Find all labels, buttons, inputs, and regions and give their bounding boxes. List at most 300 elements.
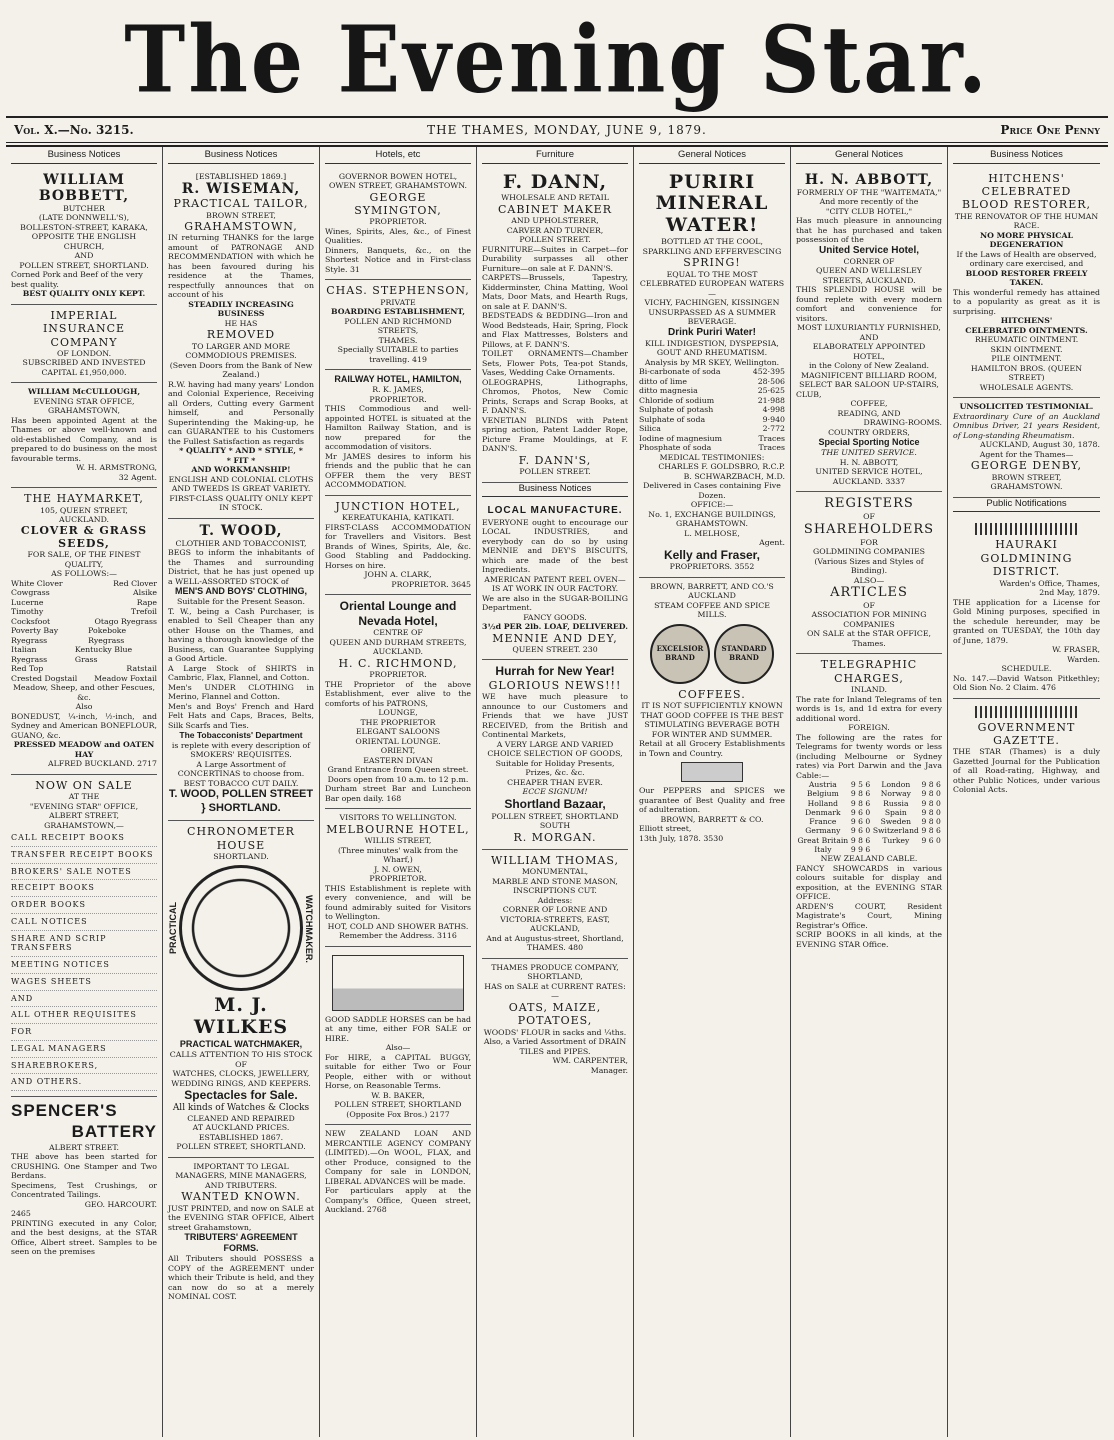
rates-cell: Italy: [814, 844, 832, 854]
ad-line: W. B. BAKER,: [371, 1090, 425, 1100]
ad-line: CHEAPER THAN EVER.: [507, 777, 603, 787]
ad-line: POLLEN STREET, SHORTLAND: [334, 1100, 462, 1110]
seed-row: [11, 617, 157, 627]
ad-body: THIS Commodious and well-appointed HOTEL is situated at the Hamilton Railway Station, and is now prepared for the accommodation of visitors.: [325, 404, 471, 452]
ad-line: Agent for the Thames—: [979, 449, 1074, 459]
column-heading: Business Notices: [168, 149, 314, 164]
ad-signature: WM. CARPENTER,: [552, 1056, 628, 1066]
analysis-row: [639, 424, 785, 434]
ad-line: BLOOD RESTORER FREELY TAKEN.: [965, 268, 1088, 288]
ad-title: GOVERNOR BOWEN HOTEL,: [338, 171, 458, 181]
ad-line: BOTTLED AT THE COOL, SPARKLING AND EFFERVESCING: [642, 237, 782, 256]
ad-spencers-battery: [11, 1097, 157, 1261]
ad-title: JUNCTION HOTEL,: [335, 499, 461, 513]
ad-line: GRAHAMSTOWN.: [676, 519, 748, 529]
column-7: [948, 147, 1105, 1437]
form-list-item: AND OTHERS.: [11, 1074, 157, 1091]
rates-row: [796, 799, 942, 808]
ad-line: PROPRIETOR.: [369, 217, 427, 227]
rates-row: [796, 780, 942, 789]
ad-line: HOT, COLD AND SHOWER BATHS.: [327, 921, 469, 931]
ad-line: PRESSED MEADOW and OATEN HAY: [13, 740, 155, 759]
ad-title: BROWN, BARRETT, AND CO.'S: [650, 581, 774, 591]
ad-title: GOVERNMENT GAZETTE.: [977, 720, 1076, 747]
ad-body: THIS SPLENDID HOUSE will be found replete with every modern comfort and convenience for visitors.: [796, 285, 942, 323]
ad-line: 13th July, 1878. 3530: [639, 833, 724, 843]
ad-line: Meadow, Sheep, and other Fescues, &c.: [12, 683, 156, 702]
seed-row: [11, 664, 157, 674]
rates-cell: 9 6 0: [921, 835, 941, 845]
ad-line: READING, AND: [837, 408, 901, 418]
analysis-row: [639, 377, 785, 387]
form-list-item: MEETING NOTICES: [11, 957, 157, 974]
ad-line: BONEDUST, ¼-inch, ½-inch, and Sydney and American BONEFLOUR, GUANO, &c.: [11, 711, 157, 740]
ad-line: GRAHAMSTOWN,: [184, 220, 298, 234]
ad-title: THAMES PRODUCE COMPANY,: [491, 962, 619, 972]
ad-headline: CLOVER & GRASS SEEDS,: [20, 523, 148, 550]
ad-body: Dinners, Banquets, &c., on the Shortest Notice and in First-class Style. 31: [325, 245, 471, 274]
ad-line: ALBERT STREET,: [49, 811, 119, 821]
coach-illustration: [332, 955, 464, 1011]
rates-cell: 9 8 0: [921, 789, 941, 799]
ad-line: Also—: [385, 1043, 411, 1053]
ad-line: PILE OINTMENT.: [991, 354, 1062, 364]
rates-row: [796, 789, 942, 798]
ad-line: KEREATUKAHIA, KATIKATI.: [341, 513, 455, 523]
ad-line: A Large Assortment of CONCERTINAS to choose from.: [177, 759, 305, 779]
ad-line: INSCRIPTIONS CUT.: [513, 886, 597, 896]
ad-line: AUCKLAND.: [58, 515, 110, 525]
ad-body: Extraordinary Cure of an Auckland Omnibus Driver, 21 years Resident, of Long-standing Rheumatism.: [953, 411, 1100, 440]
ad-headline: BOARDING ESTABLISHMENT,: [330, 307, 466, 317]
rates-cell: 9 8 6: [850, 789, 871, 799]
ad-signature: B. SCHWARZBACH, M.D.: [683, 471, 785, 481]
ad-line: RHEUMATIC OINTMENT.: [974, 335, 1079, 345]
seed-name: Timothy: [11, 607, 44, 617]
ad-signature: W. H. ARMSTRONG,: [76, 463, 157, 473]
ad-title: CHRONOMETER HOUSE: [187, 825, 295, 852]
ad-title: Hurrah for New Year!: [495, 664, 615, 679]
ad-line: ELEGANT SALOONS: [355, 727, 441, 737]
ad-line: POLLEN STREET.: [519, 467, 591, 477]
ad-line: If the Laws of Health are observed, ordinary care exercised, and: [956, 249, 1097, 269]
ad-line: THE PROPRIETOR: [360, 717, 436, 727]
rates-cell: 9 9 6: [850, 844, 871, 854]
column-heading: Business Notices: [11, 149, 157, 164]
ad-line: SKIN OINTMENT.: [990, 344, 1063, 354]
ad-title: SPENCER'S: [11, 1101, 118, 1121]
ad-line: BUTCHER: [63, 203, 105, 213]
rates-cell: Germany: [805, 826, 841, 836]
ad-line: PROPRIETOR.: [369, 670, 427, 680]
rates-cell: 9 6 0: [850, 807, 871, 817]
ad-line: L. MELHOSE,: [684, 528, 740, 538]
ad-line: MARBLE AND STONE MASON,: [492, 876, 618, 886]
ad-body: NEW ZEALAND LOAN AND MERCANTILE AGENCY COMPANY (LIMITED).—On WOOL, FLAX, and other Produce, consigned to the Company for sale in LONDON, LIBERAL ADVANCES will be made.: [325, 1129, 471, 1186]
ad-title: PURIRI MINERAL: [655, 170, 769, 215]
ad-line: J. N. OWEN,: [374, 864, 422, 874]
ad-line: NEW ZEALAND CABLE.: [820, 854, 918, 864]
analysis-table: [639, 367, 785, 453]
ad-title: WILLIAM BOBBETT,: [38, 171, 130, 204]
side-label: WATCHMAKER.: [304, 894, 314, 963]
form-list-item: TRANSFER RECEIPT BOOKS: [11, 847, 157, 864]
ad-line: POTATOES,: [517, 1014, 593, 1028]
seed-name: Cowgrass: [11, 588, 50, 598]
rates-cell: 9 8 6: [921, 780, 941, 790]
ad-line: QUEEN AND DURHAM STREETS,: [329, 637, 467, 647]
ad-line: TO LARGER AND MORE COMMODIOUS PREMISES.: [185, 341, 297, 361]
seed-row: [11, 579, 157, 589]
ad-title: LOCAL MANUFACTURE.: [487, 505, 623, 517]
ad-line: VISITORS TO WELLINGTON.: [339, 813, 457, 823]
ad-saddle-horses: [325, 947, 471, 1126]
ad-line: ASSOCIATION FOR MINING: [811, 610, 927, 620]
seed-row: [11, 598, 157, 608]
seed-name: Meadow Foxtail: [94, 673, 157, 683]
ad-line: Warden's Office, Thames,: [999, 578, 1100, 588]
ad-line: ON SALE at the STAR OFFICE, Thames.: [806, 629, 932, 648]
ad-line: WHOLESALE AGENTS.: [979, 382, 1074, 392]
ad-line: Also: [75, 702, 93, 712]
form-list-item: CALL RECEIPT BOOKS: [11, 830, 157, 847]
ad-f-dann: [482, 168, 628, 483]
ad-body: Men's UNDER CLOTHING in Merino, Flannel and Cotton.: [168, 682, 314, 702]
ad-mccullough-agent: [11, 383, 157, 488]
seed-name: Trefoil: [130, 607, 157, 617]
ad-line: THE UNITED SERVICE.: [821, 448, 917, 458]
ad-line: MOST LUXURIANTLY FURNISHED,: [797, 323, 941, 333]
analysis-cell: Chloride of sodium: [639, 395, 715, 405]
ad-line: OFFICE:—: [690, 500, 734, 510]
ad-body: BEDSTEADS & BEDDING—Iron and Wood Bedsteads, Hair, Spring, Flock and Flax Mattresses, Bolsters and Pillows, at F. DANN'S.: [482, 311, 628, 349]
ad-body: This wonderful remedy has attained to a popularity as great as it is surprising.: [953, 287, 1100, 316]
ad-junction-hotel: [325, 496, 471, 595]
ad-line: CORNER OF: [843, 256, 895, 266]
clock-illustration-row: [168, 861, 314, 995]
ad-title: BATTERY: [71, 1121, 157, 1141]
dateline-bar: [6, 116, 1108, 143]
ad-headline: MEN'S AND BOYS' CLOTHING,: [175, 586, 307, 597]
ad-headline: The Tobacconists' Department: [179, 730, 303, 741]
ad-h-n-abbott: [796, 168, 942, 493]
ad-line: (Opposite Fox Bros.) 2177: [346, 1109, 450, 1119]
ad-line: PROPRIETOR.: [369, 874, 427, 884]
ad-title: CHAS. STEPHENSON,: [326, 284, 470, 298]
ad-line: PROPRIETOR.: [369, 394, 427, 404]
ad-line: INLAND.: [851, 685, 887, 695]
rates-cell: Switzerland: [872, 826, 919, 836]
ad-body: A Large Stock of SHIRTS in Cambric, Flax, Flannel, and Cotton.: [168, 663, 314, 683]
ad-line: * FIT *: [226, 455, 256, 465]
ad-address: T. WOOD, POLLEN STREET } SHORTLAND.: [168, 788, 314, 814]
ad-line: Agent.: [759, 538, 785, 548]
ad-line: CORNER OF LORNE AND VICTORIA-STREETS, EAST, AUCKLAND,: [500, 905, 610, 934]
rates-cell: London: [881, 780, 911, 790]
ad-line: * QUALITY * AND * STYLE, *: [179, 446, 303, 456]
ad-oriental-lounge: [325, 595, 471, 809]
ad-line: SCHEDULE.: [1001, 664, 1052, 673]
seed-row: [11, 588, 157, 598]
ad-puriri-water: [639, 168, 785, 578]
ad-line: GRAHAMSTOWN,—: [44, 820, 124, 830]
ad-body: ARDEN'S COURT, Resident Magistrate's Court, Mining Registrar's Office.: [796, 901, 942, 930]
ad-body: GOOD SADDLE HORSES can be had at any time, either FOR SALE or HIRE.: [325, 1014, 471, 1043]
rates-cell: Belgium: [806, 789, 839, 799]
form-list-item: WAGES SHEETS: [11, 974, 157, 991]
ad-title: REGISTERS: [824, 496, 914, 512]
ad-title: R. WISEMAN,: [181, 181, 301, 198]
ad-butcher: [11, 168, 157, 305]
ad-line: 3½d PER 2lb. LOAF, DELIVERED.: [482, 622, 628, 631]
ad-title: H. N. ABBOTT,: [804, 171, 934, 188]
ad-line: HITCHENS': [1000, 316, 1053, 326]
ad-title: SHAREHOLDERS: [803, 521, 935, 537]
ad-line: 2nd May, 1879.: [1039, 588, 1100, 597]
volume-number: Vol. X.—No. 3215.: [14, 123, 134, 137]
ad-melbourne-hotel: [325, 809, 471, 946]
ad-line: CLEANED AND REPAIRED: [187, 1113, 295, 1123]
ad-registers: [796, 492, 942, 654]
telegraph-rates-table: [796, 780, 942, 854]
ad-line: EVENING STAR OFFICE,: [33, 396, 135, 406]
ad-line: CELEBRATED OINTMENTS.: [965, 325, 1088, 335]
ad-imperial-insurance: [11, 305, 157, 384]
ad-line: POLLEN STREET, SHORTLAND SOUTH: [491, 811, 619, 831]
ad-line: CLUB,: [796, 389, 822, 399]
ad-headline: REMOVED: [206, 328, 276, 342]
ad-line: Elliott street,: [639, 824, 692, 834]
ad-line: PRIVATE: [380, 297, 416, 307]
ad-headline: Spectacles for Sale.: [184, 1088, 298, 1103]
seed-list: [11, 579, 157, 684]
ad-body: THE STAR (Thames) is a duly Gazetted Journal for the Publication of all Road-rating, Highway, and other Public Notices, under various Colonial Acts.: [953, 747, 1100, 795]
analysis-cell: Traces: [758, 443, 785, 453]
ad-body: THE above has been started for CRUSHING. One Stamper and Two Berdans.: [11, 1152, 157, 1181]
ad-title: IMPERIAL: [50, 308, 118, 322]
form-list-item: SHAREBROKERS,: [11, 1058, 157, 1075]
rates-cell: 9 8 0: [921, 807, 941, 817]
analysis-row: [639, 443, 785, 453]
ad-body: For HIRE, a CAPITAL BUGGY, suitable for either Two or Four People, either with or without Horse, on Reasonable Terms.: [325, 1052, 471, 1091]
ad-body: VENETIAN BLINDS with Patent spring action, Patent Ladder Rope, Picture Frame Mouldings, at F. DANN'S.: [482, 415, 628, 454]
ad-line: AS FOLLOWS:—: [51, 569, 117, 579]
rates-row: [796, 845, 942, 854]
ad-line: All kinds of Watches & Clocks: [172, 1102, 310, 1113]
seed-name: Kentucky Blue Grass: [74, 645, 133, 664]
ad-line: CARVER AND TURNER,: [506, 225, 604, 235]
rates-cell: Great Britain: [797, 835, 849, 845]
ad-line: Suitable for Holiday Presents, Prizes, &c. &c.: [495, 758, 615, 778]
ad-title: Nevada Hotel,: [358, 613, 438, 628]
ad-body: Durham street Bar and Luncheon Bar open daily. 168: [325, 784, 471, 803]
ad-line: PRACTICAL WATCHMAKER,: [179, 1039, 303, 1050]
ad-title: WILLIAM THOMAS,: [490, 853, 620, 867]
ad-line: EASTERN DIVAN: [363, 755, 433, 765]
analysis-cell: 9·940: [762, 414, 785, 424]
ad-line: OF: [863, 600, 875, 610]
ad-line: FORMERLY OF THE "WAITEMATA,": [796, 187, 942, 197]
ad-title: F. DANN,: [502, 170, 608, 193]
crest-ornament: [975, 706, 1078, 718]
column-4: [477, 147, 634, 1437]
ad-line: FOR SALE, OF THE FINEST QUALITY,: [27, 550, 141, 569]
form-list-item: ORDER BOOKS: [11, 897, 157, 914]
ad-headline: SPRING!: [683, 256, 741, 270]
ad-line: Grand Entrance from Queen street.: [327, 765, 469, 775]
ad-signature: MENNIE AND DEY,: [492, 631, 618, 645]
column-5: [634, 147, 791, 1437]
ad-shortland-bazaar: [482, 660, 628, 850]
ad-title: INSURANCE COMPANY: [42, 322, 126, 349]
ad-line: KILL INDIGESTION, DYSPEPSIA, GOUT AND RHEUMATISM.: [645, 338, 779, 358]
rates-cell: Denmark: [805, 807, 841, 817]
seed-name: Red Clover: [113, 578, 157, 588]
ad-body: We are also in the SUGAR-BOILING Department.: [482, 593, 628, 612]
ad-headline: GEORGE SYMINGTON,: [354, 190, 442, 217]
ad-hitchens: [953, 168, 1100, 399]
column-3: [320, 147, 477, 1437]
ad-body: Men's and Boys' French and Hard Felt Hats and Caps, Braces, Belts, Silk Scarfs and Ties.: [168, 701, 314, 730]
ad-line: H. N. ABBOTT,: [839, 457, 899, 467]
ad-line: POLLEN STREET, SHORTLAND.: [19, 260, 149, 270]
analysis-row: [639, 434, 785, 444]
rates-cell: 9 8 0: [921, 817, 941, 827]
ad-line: AUCKLAND. 3337: [832, 476, 906, 486]
rates-cell: Austria: [808, 780, 837, 790]
rates-cell: Sweden: [880, 817, 912, 827]
ad-line: WOODS' FLOUR in sacks and ¼ths.: [483, 1027, 627, 1037]
ad-line: in the Colony of New Zealand.: [809, 361, 929, 371]
ad-line: COFFEE,: [850, 399, 888, 409]
ad-line: (Seven Doors from the Bank of New Zealand.): [169, 360, 313, 380]
section-heading: Public Notifications: [953, 498, 1100, 513]
seed-name: Pokeboke Ryegrass: [88, 626, 127, 645]
ad-body: Has been appointed Agent at the Thames or above well-known and old-established Company, and is prepared to do business on the most favourable terms.: [11, 415, 157, 463]
ad-signature: GEORGE DENBY,: [970, 459, 1083, 473]
ad-william-thomas: [482, 850, 628, 959]
ad-line: SELECT BAR SALOON UP-STAIRS,: [799, 380, 939, 390]
analysis-cell: 28·506: [757, 376, 785, 386]
seed-name: Rape: [136, 597, 157, 607]
ad-line: CALLS ATTENTION TO HIS STOCK OF: [169, 1050, 313, 1069]
ad-line: WILLIS STREET,: [364, 836, 432, 846]
ad-headline: CABINET MAKER: [497, 202, 612, 216]
rates-cell: Turkey: [882, 835, 910, 845]
ad-line: (Three minutes' walk from the Wharf,): [338, 845, 458, 865]
ad-railway-hotel: [325, 370, 471, 495]
ad-line: THE RENOVATOR OF THE HUMAN RACE.: [954, 211, 1099, 231]
ad-headline: WANTED KNOWN.: [181, 1190, 301, 1204]
seed-name: Red Top: [11, 664, 44, 674]
ad-line: ORIENT,: [380, 746, 416, 756]
ad-headline: Shortland Bazaar,: [504, 796, 606, 811]
ad-body: T. W., being a Cash Purchaser, is enabled to Sell Cheaper than any other House on the Thames, and having a thorough knowledge of the Business, can Guarantee Supplying a Good Article.: [168, 606, 314, 664]
ad-testimonial: [953, 398, 1100, 497]
column-1: [6, 147, 163, 1437]
ad-line: Also, a Varied Assortment of DRAIN TILES and PIPES.: [483, 1037, 627, 1056]
ad-body: Has much pleasure in announcing that he has purchased and taken possession of the: [796, 216, 942, 245]
ad-nz-loan: [325, 1125, 471, 1220]
ad-title: WATER!: [665, 214, 759, 237]
form-list-item: AND: [11, 991, 157, 1008]
ad-line: Suitable for the Present Season.: [177, 597, 305, 607]
ad-signature: F. DANN'S,: [518, 453, 592, 467]
ad-title: RAILWAY HOTEL, HAMILTON,: [334, 374, 462, 385]
ad-line: BROWN STREET,: [206, 210, 276, 220]
ad-line: DRAWING-ROOMS.: [863, 418, 942, 428]
rates-cell: [920, 845, 942, 854]
ad-line: POLLEN STREET.: [519, 235, 591, 245]
ad-line: LOUNGE,: [378, 708, 418, 718]
ad-haymarket-seeds: [11, 488, 157, 774]
ad-line: R. K. JAMES,: [372, 385, 424, 395]
ad-line: ECCE SIGNUM!: [522, 787, 588, 797]
ad-number: 32 Agent.: [118, 472, 157, 482]
date-location: THE THAMES, MONDAY, JUNE 9, 1879.: [427, 123, 707, 137]
ad-line: ALBERT STREET.: [49, 1142, 119, 1152]
ad-line: AND UPHOLSTERER,: [511, 216, 599, 226]
ad-line: IT IS NOT SUFFICIENTLY KNOWN THAT GOOD COFFEE IS THE BEST STIMULATING BEVERAGE BOTH FOR WINTER AND SUMMER.: [640, 701, 784, 739]
ad-line: "EVENING STAR" OFFICE,: [29, 801, 139, 811]
ad-title: IMPORTANT TO LEGAL MANAGERS, MINE MANAGERS, AND TRIBUTERS.: [175, 1161, 307, 1190]
ad-title: T. WOOD,: [199, 522, 283, 539]
column-6: [791, 147, 948, 1437]
ad-title: PRACTICAL TAILOR,: [173, 197, 309, 211]
ad-signature: R. MORGAN.: [513, 830, 597, 844]
ad-line: AUCKLAND: [688, 591, 736, 601]
ad-line: POLLEN STREET, SHORTLAND.: [176, 1142, 306, 1152]
ad-line: OWEN STREET, GRAHAMSTOWN.: [328, 181, 468, 191]
ad-headline: United Service Hotel,: [818, 244, 920, 256]
ad-body: BEGS to inform the inhabitants of the Thames and surrounding District, that he has just opened up a WELL-ASSORTED STOCK of: [168, 548, 314, 586]
ad-body: FANCY SHOWCARDS in various colours suitable for display and exposition, at the EVENING STAR OFFICE.: [796, 863, 942, 902]
rates-cell: Russia: [883, 798, 909, 808]
ad-headline: COFFEES.: [678, 687, 746, 701]
form-list-item: LEGAL MANAGERS: [11, 1041, 157, 1058]
analysis-cell: 21·988: [757, 395, 785, 405]
ad-line: AT AUCKLAND PRICES.: [192, 1123, 290, 1133]
column-heading: Furniture: [482, 149, 628, 164]
ad-headline: TRIBUTERS' AGREEMENT FORMS.: [184, 1232, 298, 1254]
analysis-cell: 2·772: [762, 424, 785, 434]
ad-line: Address:: [537, 895, 573, 905]
ad-line: QUEEN AND WELLESLEY STREETS, AUCKLAND.: [816, 266, 922, 285]
forms-list: [11, 830, 157, 1091]
ad-brown-barrett-coffee: [639, 578, 785, 848]
brand-seal-illustration: [681, 762, 743, 782]
ad-chronometer-house: [168, 821, 314, 1158]
ad-line: AT THE: [68, 792, 100, 802]
ad-body: Retail at all Grocery Establishments in Town and Country.: [639, 739, 785, 758]
ad-government-gazette: [953, 699, 1100, 800]
ad-title: NOW ON SALE: [35, 778, 133, 792]
seed-name: Cocksfoot: [11, 616, 51, 626]
ad-line: IS AT WORK IN OUR FACTORY.: [491, 584, 619, 593]
ad-line: AUCKLAND.: [372, 647, 424, 657]
ad-line: (LATE DONNWELL'S),: [38, 213, 130, 223]
ad-telegraphic-charges: [796, 654, 942, 954]
pocket-watch-illustration: [179, 865, 303, 991]
ad-line: Warden.: [1067, 654, 1100, 664]
ad-body: The rate for Inland Telegrams of ten words is 1s, and 1d extra for every additional word.: [796, 694, 942, 723]
ad-signature: CHARLES F. GOLDSBRO, R.C.P.: [658, 462, 785, 472]
excelsior-brand-badge: EXCELSIOR BRAND: [650, 624, 710, 684]
rates-row: [796, 836, 942, 845]
ad-line: Manager.: [590, 1065, 628, 1075]
ad-body: THIS Establishment is replete with every convenience, and will be found admirably suited for Visitors to Wellington.: [325, 883, 471, 922]
ad-line: FANCY GOODS.: [523, 612, 587, 622]
